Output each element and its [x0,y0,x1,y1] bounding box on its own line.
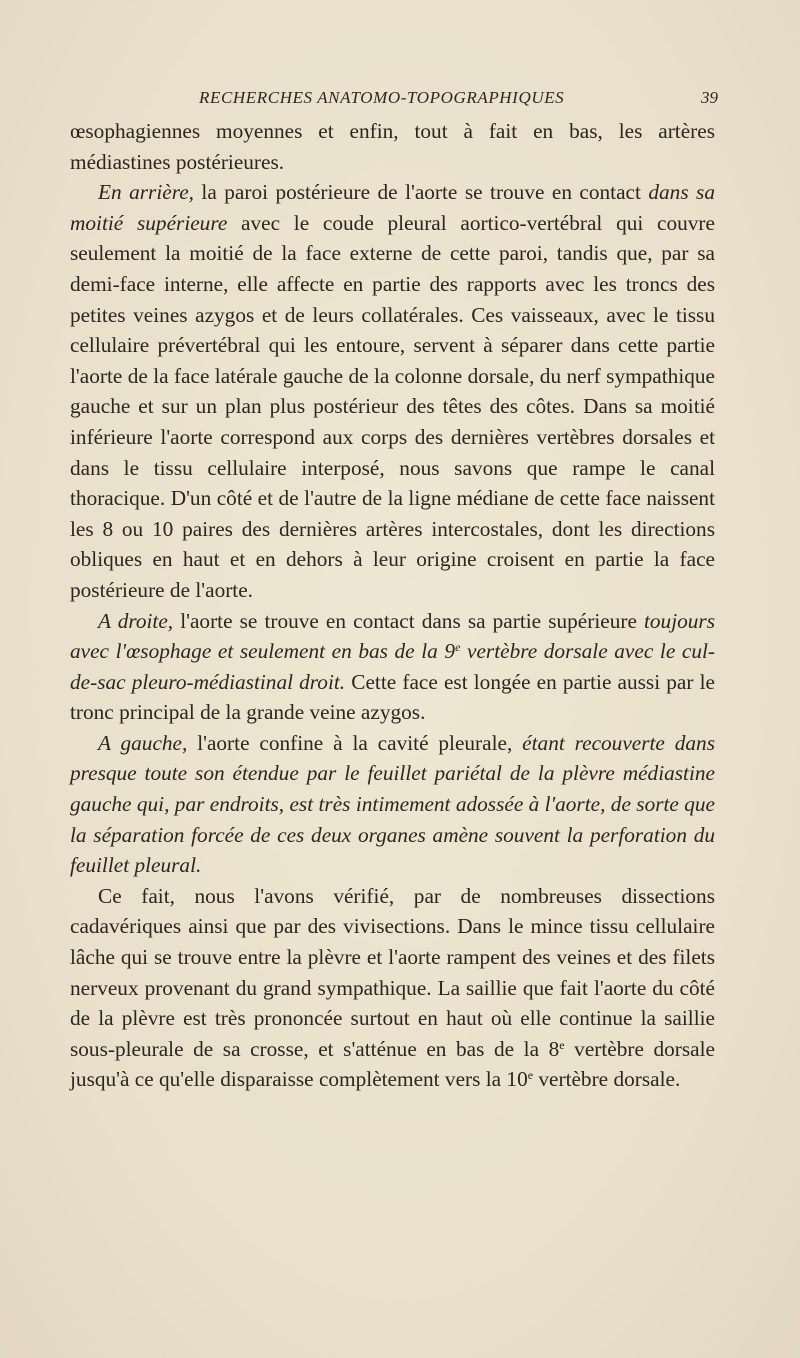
italic-text: toujours avec l'œsophage et seulement en bas de la 9 [70,608,715,664]
ordinal-superscript: e [559,1037,565,1052]
italic-text: dans sa moitié supérieure [70,180,715,235]
paragraph [70,116,715,177]
italic-text: vertèbre dorsale avec le cul-de-sac pleuro-médiastinal droit. [70,639,715,694]
text-run: l'aorte se trouve en contact dans sa partie supérieure [173,608,644,633]
text-run: l'aorte confine à la cavité pleurale, [187,730,523,755]
paragraph [70,606,715,728]
paragraph [70,728,715,881]
text-run: avec le coude pleural aortico-vertébral qui couvre seulement la moitié de la face externe de cette paroi, tandis que, par sa demi-face interne, elle affecte en partie des rapports avec les troncs des petites veines azygos et de leurs collatérales. Ces vaisseaux, avec le tissu cellulaire prévertébral qui les entoure, servent à séparer dans cette partie l'aorte de la face latérale gauche de la colonne dorsale, du nerf sympathique gauche et sur un plan plus postérieur des têtes des côtes. Dans sa moitié inférieure l'aorte correspond aux corps des dernières vertèbres dorsales et dans le tissu cellulaire interposé, nous savons que rampe le canal thoracique. D'un côté et de l'autre de la ligne médiane de cette face naissent les 8 ou 10 paires des dernières artères intercostales, dont les directions obliques en haut et en dehors à leur origine croisent en partie la face postérieure de l'aorte. [70,210,715,602]
page-number: 39 [701,88,718,107]
italic-text: En arrière, [98,180,194,205]
ordinal-superscript: e [527,1068,534,1083]
italic-text: A gauche, [98,730,188,755]
paragraph [70,177,715,605]
text-run: œsophagiennes moyennes et enfin, tout à fait en bas, les artères médiastines postérieures. [70,119,715,174]
italic-text: A droite, [98,608,174,633]
text-run: vertèbre dorsale. [533,1067,681,1092]
paragraph [70,881,715,1095]
text-run: Cette face est longée en partie aussi par le tronc principal de la grande veine azygos. [70,669,715,725]
italic-text: étant recouverte dans presque toute son étendue par le feuillet pariétal de la plèvre médiastine gauche qui, par endroits, est très intimement adossée à l'aorte, de sorte que la séparation forcée de ces deux organes amène souvent la perforation du feuillet pleural. [70,730,715,878]
text-run: Ce fait, nous l'avons vérifié, par de nombreuses dissections cadavériques ainsi que par des vivisections. Dans le mince tissu cellulaire lâche qui se trouve entre la plèvre et l'aorte rampent des veines et des filets nerveux provenant du grand sympathique. La saillie que fait l'aorte du côté de la plèvre est très prononcée surtout en haut où elle continue la saillie sous-pleurale de sa crosse, et s'atténue en bas de la 8 [70,883,715,1061]
page-header [0,88,800,118]
text-run: vertèbre dorsale jusqu'à ce qu'elle disparaisse complètement vers la 10 [70,1036,715,1092]
body-text [70,116,715,1095]
ordinal-superscript: e [455,640,461,655]
running-head: RECHERCHES ANATOMO-TOPOGRAPHIQUES [199,88,565,107]
text-run: la paroi postérieure de l'aorte se trouve en contact [193,180,649,205]
